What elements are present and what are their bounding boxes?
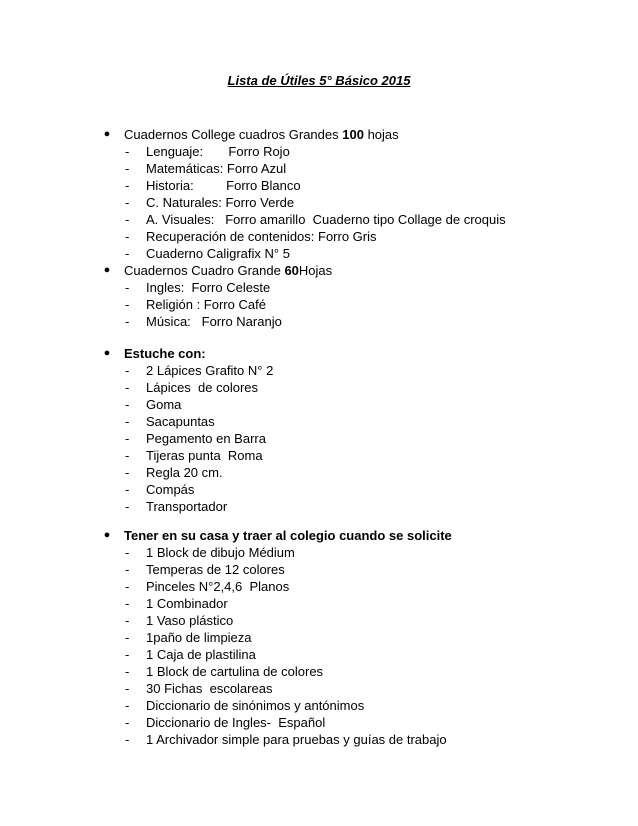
dash-marker: - (125, 280, 130, 295)
sub-list-item-text: Compás (146, 482, 195, 497)
bullet-text: Estuche con: (124, 346, 206, 361)
dash-marker: - (125, 246, 130, 261)
dash-marker: - (125, 465, 130, 480)
sub-list-item-text: Matemáticas: Forro Azul (146, 161, 287, 176)
sub-list-item-text: Transportador (146, 499, 228, 514)
bullet-text-part: Cuadernos College cuadros Grandes (124, 127, 343, 142)
bullet-dot-icon: ● (103, 128, 111, 140)
sub-list-item-text: Lenguaje: Forro Rojo (146, 144, 290, 159)
dash-marker: - (125, 596, 130, 611)
dash-marker: - (125, 579, 130, 594)
sub-list-item-text: Diccionario de Ingles- Español (146, 715, 326, 730)
sub-list-item-text: Temperas de 12 colores (146, 562, 285, 577)
dash-marker: - (125, 314, 130, 329)
bullet-text: Tener en su casa y traer al colegio cuando se solicite (124, 528, 452, 543)
sub-list-item-text: 2 Lápices Grafito N° 2 (146, 363, 274, 378)
dash-marker: - (125, 229, 130, 244)
dash-marker: - (125, 380, 130, 395)
dash-marker: - (125, 397, 130, 412)
sub-list-item-text: Lápices de colores (146, 380, 259, 395)
bullet-text-part: Cuadernos Cuadro Grande (124, 263, 285, 278)
sub-list-item-text: 1 Caja de plastilina (146, 647, 256, 662)
bullet-text-bold: 100 (342, 127, 364, 142)
dash-marker: - (125, 363, 130, 378)
sub-list-item-text: C. Naturales: Forro Verde (146, 195, 295, 210)
sub-list-item-text: A. Visuales: Forro amarillo Cuaderno tipo Collage de croquis (146, 212, 506, 227)
bullet-text (124, 262, 332, 279)
sub-list-item-text: 1 Block de dibujo Médium (146, 545, 295, 560)
bullet-dot-icon: ● (103, 529, 111, 541)
sub-list-item-text: Ingles: Forro Celeste (146, 280, 271, 295)
bullet-text (124, 126, 399, 143)
dash-marker: - (125, 448, 130, 463)
sub-list-item-text: 1paño de limpieza (146, 630, 252, 645)
dash-marker: - (125, 431, 130, 446)
sub-list-item-text: 1 Archivador simple para pruebas y guías de trabajo (146, 732, 447, 747)
bullet-dot-icon: ● (103, 347, 111, 359)
sub-list-item-text: Religión : Forro Café (146, 297, 266, 312)
sub-list-item-text: Recuperación de contenidos: Forro Gris (146, 229, 377, 244)
sub-list-item-text: 1 Block de cartulina de colores (146, 664, 324, 679)
dash-marker: - (125, 195, 130, 210)
sub-list-item-text: Sacapuntas (146, 414, 215, 429)
dash-marker: - (125, 212, 130, 227)
dash-marker: - (125, 715, 130, 730)
bullet-text-bold: 60 (284, 263, 299, 278)
sub-list-item-text: Pegamento en Barra (146, 431, 266, 446)
sub-list-item-text: Música: Forro Naranjo (146, 314, 282, 329)
bullet-dot-icon: ● (103, 264, 111, 276)
dash-marker: - (125, 144, 130, 159)
dash-marker: - (125, 562, 130, 577)
dash-marker: - (125, 630, 130, 645)
document-title: Lista de Útiles 5° Básico 2015 (227, 73, 411, 88)
sub-list-item-text: 1 Vaso plástico (146, 613, 234, 628)
sub-list-item-text: Regla 20 cm. (146, 465, 223, 480)
dash-marker: - (125, 698, 130, 713)
dash-marker: - (125, 297, 130, 312)
dash-marker: - (125, 613, 130, 628)
sub-list-item-text: Goma (146, 397, 182, 412)
sub-list-item-text: 1 Combinador (146, 596, 228, 611)
sub-list-item-text: Diccionario de sinónimos y antónimos (146, 698, 365, 713)
dash-marker: - (125, 664, 130, 679)
dash-marker: - (125, 178, 130, 193)
bullet-text-part: hojas (363, 127, 399, 142)
sub-list-item-text: Historia: Forro Blanco (146, 178, 301, 193)
dash-marker: - (125, 681, 130, 696)
dash-marker: - (125, 732, 130, 747)
sub-list-item-text: Pinceles N°2,4,6 Planos (146, 579, 290, 594)
dash-marker: - (125, 545, 130, 560)
sub-list-item-text: Tijeras punta Roma (146, 448, 263, 463)
dash-marker: - (125, 647, 130, 662)
dash-marker: - (125, 161, 130, 176)
sub-list-item-text: 30 Fichas escolareas (146, 681, 273, 696)
sub-list-item-text: Cuaderno Caligrafix N° 5 (146, 246, 290, 261)
dash-marker: - (125, 482, 130, 497)
bullet-text-part: Hojas (298, 263, 333, 278)
dash-marker: - (125, 499, 130, 514)
dash-marker: - (125, 414, 130, 429)
